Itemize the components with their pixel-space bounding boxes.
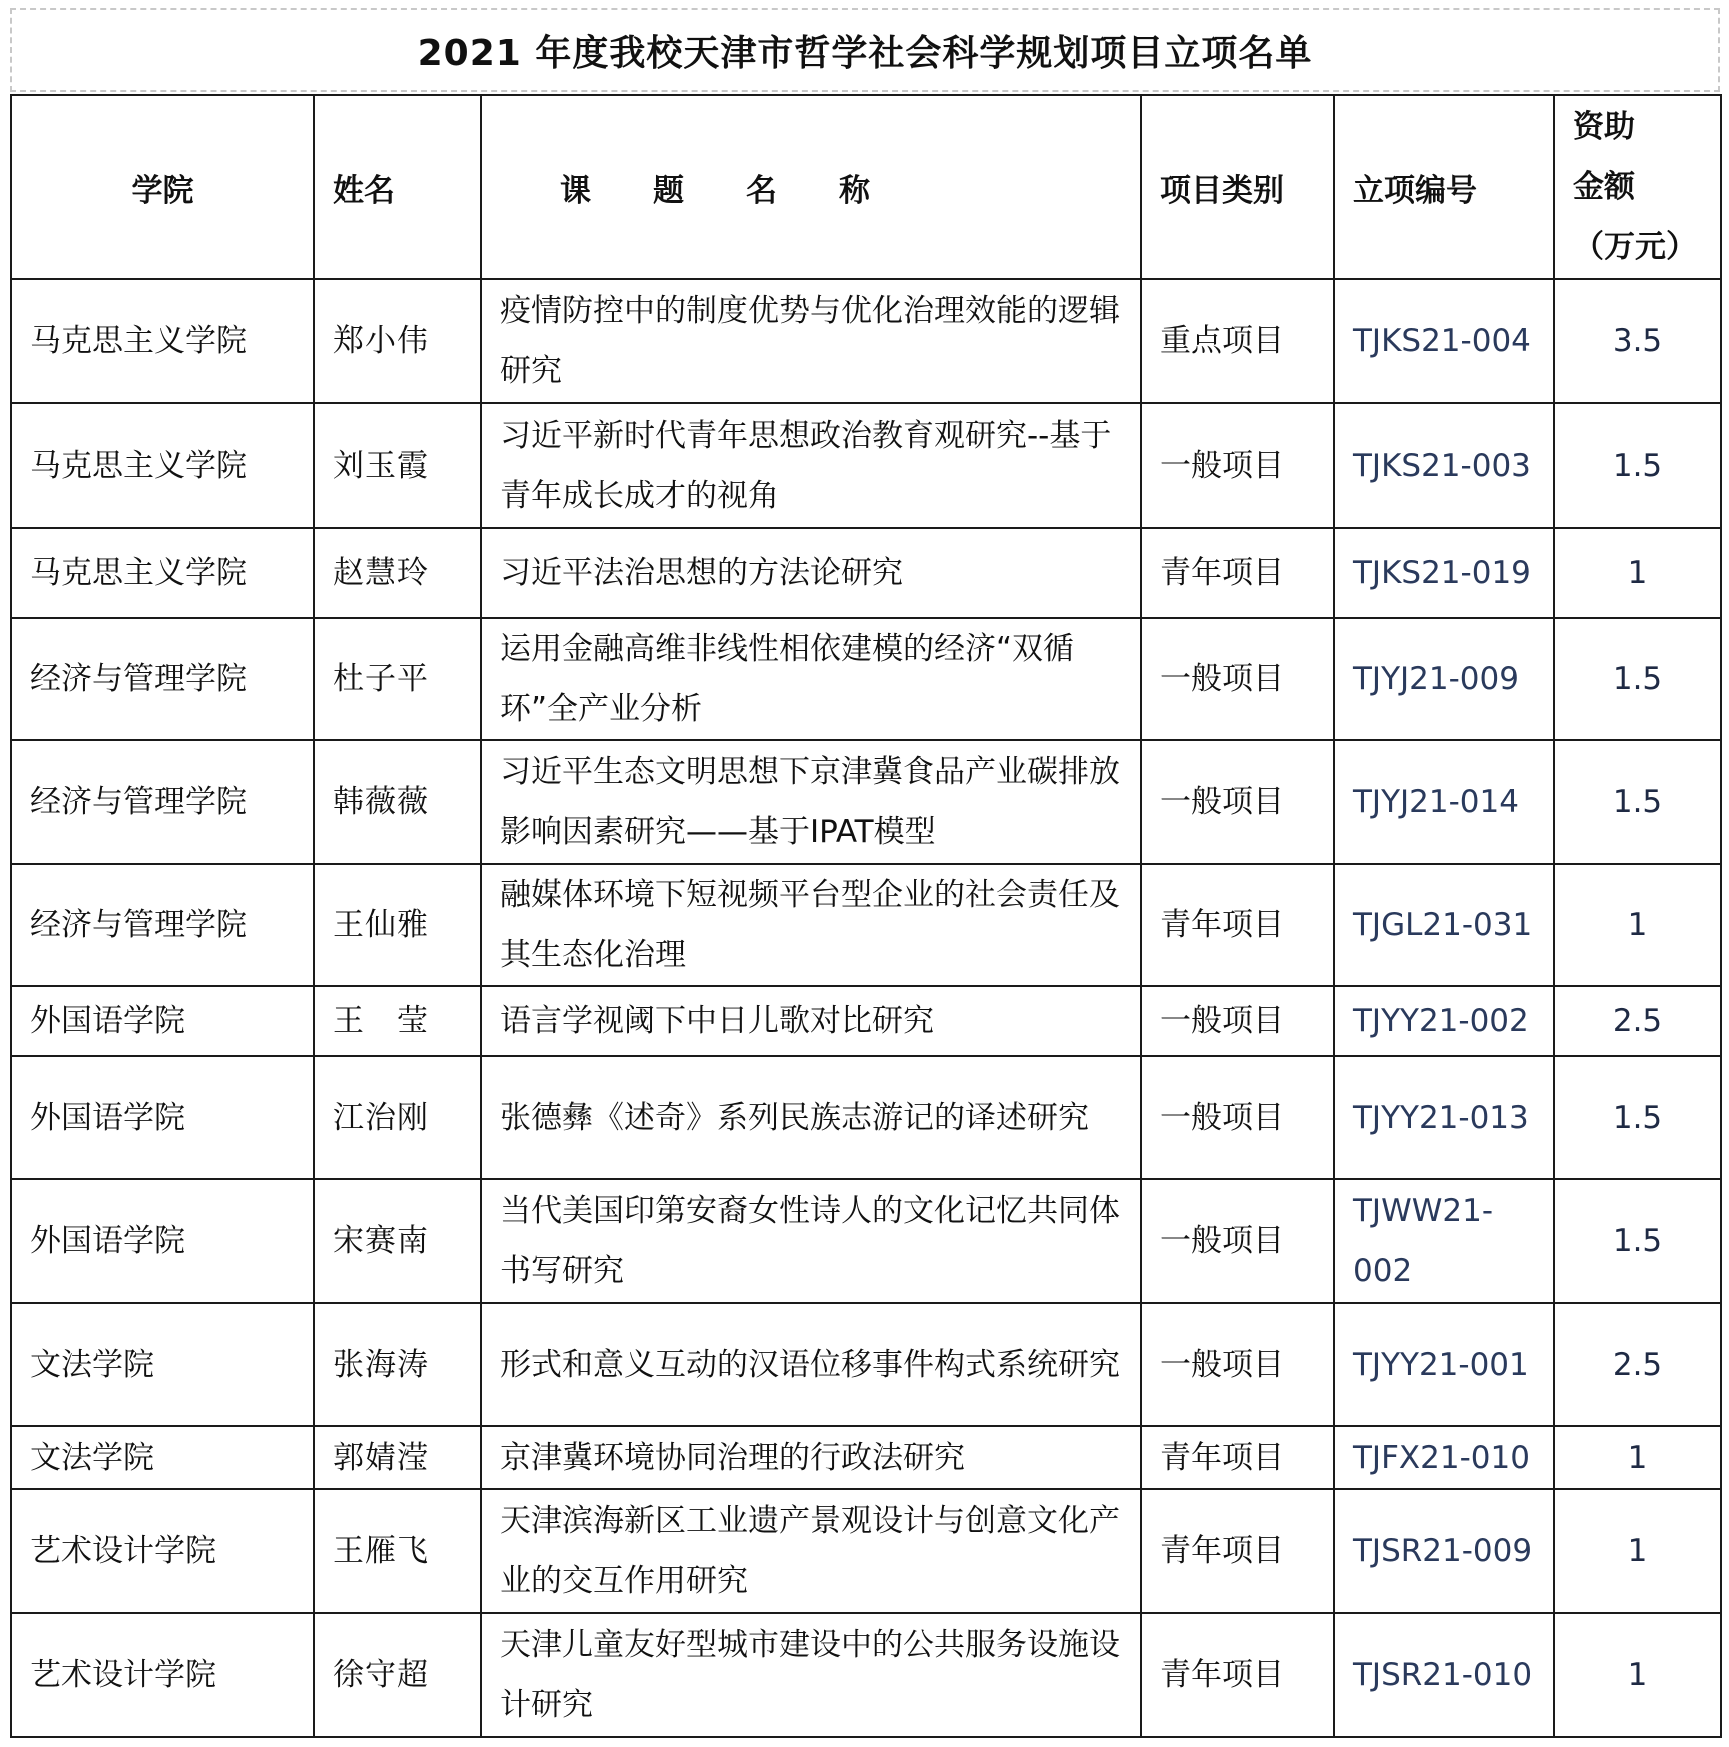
cell-code: TJWW21-002	[1334, 1179, 1554, 1303]
cell-category: 青年项目	[1141, 864, 1334, 986]
cell-code: TJYJ21-014	[1334, 740, 1554, 864]
cell-amount: 1.5	[1554, 1056, 1721, 1179]
cell-code: TJYJ21-009	[1334, 618, 1554, 740]
cell-amount: 3.5	[1554, 279, 1721, 403]
cell-category: 青年项目	[1141, 1489, 1334, 1613]
table-row	[11, 279, 1721, 403]
header-amount-line1: 资助	[1573, 109, 1635, 145]
cell-name: 郑小伟	[314, 279, 481, 403]
header-topic: 课题名称	[481, 95, 1141, 279]
cell-name: 杜子平	[314, 618, 481, 740]
cell-college: 文法学院	[11, 1426, 314, 1489]
table-row	[11, 1303, 1721, 1426]
table-row	[11, 403, 1721, 528]
cell-topic: 形式和意义互动的汉语位移事件构式系统研究	[481, 1303, 1141, 1426]
cell-college: 马克思主义学院	[11, 279, 314, 403]
cell-topic: 天津儿童友好型城市建设中的公共服务设施设计研究	[481, 1613, 1141, 1737]
table-row	[11, 740, 1721, 864]
cell-college: 经济与管理学院	[11, 864, 314, 986]
cell-name: 王仙雅	[314, 864, 481, 986]
cell-name: 王雁飞	[314, 1489, 481, 1613]
cell-topic: 天津滨海新区工业遗产景观设计与创意文化产业的交互作用研究	[481, 1489, 1141, 1613]
header-college: 学院	[11, 95, 314, 279]
cell-topic: 张德彝《述奇》系列民族志游记的译述研究	[481, 1056, 1141, 1179]
cell-college: 经济与管理学院	[11, 618, 314, 740]
cell-amount: 1.5	[1554, 740, 1721, 864]
page-title: 2021 年度我校天津市哲学社会科学规划项目立项名单	[417, 32, 1313, 74]
header-name: 姓名	[314, 95, 481, 279]
cell-amount: 1	[1554, 864, 1721, 986]
cell-topic: 习近平法治思想的方法论研究	[481, 528, 1141, 618]
cell-category: 重点项目	[1141, 279, 1334, 403]
cell-college: 外国语学院	[11, 986, 314, 1056]
header-amount-line3: （万元）	[1573, 229, 1697, 265]
cell-topic: 京津冀环境协同治理的行政法研究	[481, 1426, 1141, 1489]
table-body	[11, 279, 1721, 1737]
cell-name: 宋赛南	[314, 1179, 481, 1303]
cell-code: TJGL21-031	[1334, 864, 1554, 986]
cell-category: 一般项目	[1141, 740, 1334, 864]
cell-category: 青年项目	[1141, 1426, 1334, 1489]
cell-amount: 2.5	[1554, 1303, 1721, 1426]
cell-name: 江治刚	[314, 1056, 481, 1179]
cell-code: TJSR21-009	[1334, 1489, 1554, 1613]
cell-college: 马克思主义学院	[11, 528, 314, 618]
cell-name: 刘玉霞	[314, 403, 481, 528]
cell-category: 一般项目	[1141, 1056, 1334, 1179]
title-box	[10, 8, 1720, 92]
cell-category: 青年项目	[1141, 528, 1334, 618]
cell-amount: 2.5	[1554, 986, 1721, 1056]
cell-college: 外国语学院	[11, 1056, 314, 1179]
cell-amount: 1.5	[1554, 1179, 1721, 1303]
cell-category: 一般项目	[1141, 618, 1334, 740]
cell-code: TJKS21-003	[1334, 403, 1554, 528]
table-row	[11, 1426, 1721, 1489]
header-category: 项目类别	[1141, 95, 1334, 279]
cell-topic: 运用金融高维非线性相依建模的经济“双循环”全产业分析	[481, 618, 1141, 740]
cell-topic: 疫情防控中的制度优势与优化治理效能的逻辑研究	[481, 279, 1141, 403]
cell-college: 文法学院	[11, 1303, 314, 1426]
cell-category: 青年项目	[1141, 1613, 1334, 1737]
table-row	[11, 528, 1721, 618]
cell-college: 艺术设计学院	[11, 1489, 314, 1613]
table-row	[11, 1489, 1721, 1613]
cell-name: 韩薇薇	[314, 740, 481, 864]
cell-category: 一般项目	[1141, 1303, 1334, 1426]
cell-amount: 1.5	[1554, 403, 1721, 528]
cell-code: TJKS21-019	[1334, 528, 1554, 618]
cell-code: TJKS21-004	[1334, 279, 1554, 403]
cell-code: TJYY21-001	[1334, 1303, 1554, 1426]
cell-amount: 1	[1554, 1426, 1721, 1489]
header-amount-line2: 金额	[1573, 169, 1635, 205]
cell-name: 郭婧滢	[314, 1426, 481, 1489]
table-row	[11, 1056, 1721, 1179]
cell-topic: 习近平生态文明思想下京津冀食品产业碳排放影响因素研究——基于IPAT模型	[481, 740, 1141, 864]
cell-name: 王 莹	[314, 986, 481, 1056]
table-row	[11, 1179, 1721, 1303]
cell-college: 经济与管理学院	[11, 740, 314, 864]
cell-topic: 语言学视阈下中日儿歌对比研究	[481, 986, 1141, 1056]
cell-code: TJYY21-002	[1334, 986, 1554, 1056]
cell-category: 一般项目	[1141, 1179, 1334, 1303]
table-row	[11, 864, 1721, 986]
cell-code: TJSR21-010	[1334, 1613, 1554, 1737]
cell-name: 徐守超	[314, 1613, 481, 1737]
document-page	[10, 8, 1720, 1738]
cell-college: 艺术设计学院	[11, 1613, 314, 1737]
cell-code: TJYY21-013	[1334, 1056, 1554, 1179]
table-row	[11, 986, 1721, 1056]
cell-amount: 1.5	[1554, 618, 1721, 740]
header-amount	[1554, 95, 1721, 279]
cell-category: 一般项目	[1141, 403, 1334, 528]
cell-amount: 1	[1554, 528, 1721, 618]
cell-college: 外国语学院	[11, 1179, 314, 1303]
cell-code: TJFX21-010	[1334, 1426, 1554, 1489]
cell-amount: 1	[1554, 1613, 1721, 1737]
projects-table	[10, 94, 1722, 1738]
cell-name: 赵慧玲	[314, 528, 481, 618]
cell-topic: 习近平新时代青年思想政治教育观研究--基于青年成长成才的视角	[481, 403, 1141, 528]
cell-name: 张海涛	[314, 1303, 481, 1426]
table-row	[11, 1613, 1721, 1737]
cell-amount: 1	[1554, 1489, 1721, 1613]
cell-topic: 融媒体环境下短视频平台型企业的社会责任及其生态化治理	[481, 864, 1141, 986]
table-row	[11, 618, 1721, 740]
header-row	[11, 95, 1721, 279]
header-code: 立项编号	[1334, 95, 1554, 279]
cell-topic: 当代美国印第安裔女性诗人的文化记忆共同体书写研究	[481, 1179, 1141, 1303]
cell-category: 一般项目	[1141, 986, 1334, 1056]
cell-college: 马克思主义学院	[11, 403, 314, 528]
